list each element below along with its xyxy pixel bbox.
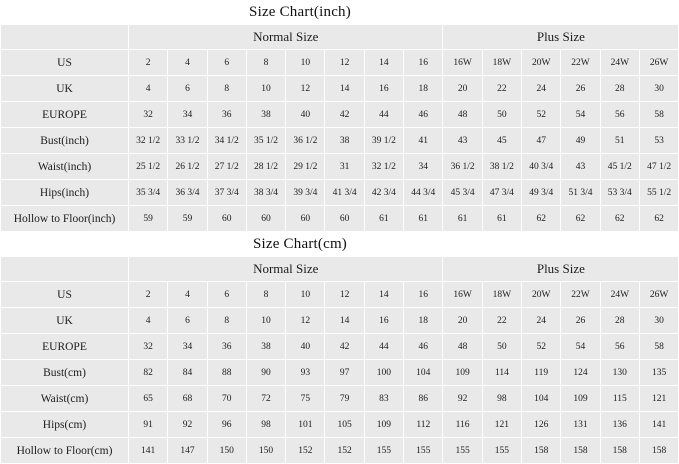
cell: 16 xyxy=(364,76,403,102)
cell: 98 xyxy=(482,386,521,412)
cell: 92 xyxy=(168,412,207,438)
cell: 14 xyxy=(325,76,364,102)
cell: 83 xyxy=(364,386,403,412)
cell: 131 xyxy=(561,412,600,438)
cell: 52 xyxy=(522,334,561,360)
cell: 121 xyxy=(482,412,521,438)
cell: 27 1/2 xyxy=(207,154,246,180)
cell: 56 xyxy=(600,102,639,128)
cell: 24 xyxy=(522,76,561,102)
cell: 82 xyxy=(129,360,168,386)
table-row xyxy=(1,438,679,464)
cell: 155 xyxy=(443,438,482,464)
group-header-plus: Plus Size xyxy=(443,25,679,50)
cell: 41 3/4 xyxy=(325,180,364,206)
cell: 47 1/2 xyxy=(639,154,678,180)
cell: 36 1/2 xyxy=(286,128,325,154)
cell: 30 xyxy=(639,308,678,334)
cell: 28 1/2 xyxy=(246,154,285,180)
cell: 114 xyxy=(482,360,521,386)
cell: 135 xyxy=(639,360,678,386)
cell: 41 xyxy=(404,128,443,154)
cell: 2 xyxy=(129,50,168,76)
cell: 121 xyxy=(639,386,678,412)
cell: 58 xyxy=(639,334,678,360)
cell: 109 xyxy=(443,360,482,386)
cell: 119 xyxy=(522,360,561,386)
cell: 12 xyxy=(286,308,325,334)
cell: 8 xyxy=(246,50,285,76)
cell: 16W xyxy=(443,282,482,308)
cell: 12 xyxy=(286,76,325,102)
cell: 18W xyxy=(482,50,521,76)
group-header-normal: Normal Size xyxy=(129,25,443,50)
cell: 44 xyxy=(364,102,403,128)
cell: 26 xyxy=(561,308,600,334)
cell: 43 xyxy=(561,154,600,180)
cell: 158 xyxy=(639,438,678,464)
cell: 86 xyxy=(404,386,443,412)
cell: 126 xyxy=(522,412,561,438)
cell: 47 3/4 xyxy=(482,180,521,206)
group-header-spacer xyxy=(1,25,129,50)
row-label-europe: EUROPE xyxy=(1,102,129,128)
cell: 32 xyxy=(129,102,168,128)
row-label-bust: Bust(cm) xyxy=(1,360,129,386)
cell: 2 xyxy=(129,282,168,308)
cell: 158 xyxy=(561,438,600,464)
row-label-hips: Hips(cm) xyxy=(1,412,129,438)
cell: 18 xyxy=(404,76,443,102)
cell: 70 xyxy=(207,386,246,412)
row-label-us: US xyxy=(1,282,129,308)
cell: 147 xyxy=(168,438,207,464)
cell: 16 xyxy=(404,50,443,76)
size-table-cm xyxy=(0,256,679,464)
cell: 26 1/2 xyxy=(168,154,207,180)
cell: 34 1/2 xyxy=(207,128,246,154)
row-label-hollow-to-floor: Hollow to Floor(cm) xyxy=(1,438,129,464)
cell: 46 xyxy=(404,334,443,360)
size-table-inch xyxy=(0,24,679,232)
cell: 158 xyxy=(522,438,561,464)
table-row xyxy=(1,76,679,102)
cell: 44 xyxy=(364,334,403,360)
cell: 155 xyxy=(404,438,443,464)
cell: 60 xyxy=(246,206,285,232)
cell: 10 xyxy=(286,50,325,76)
cell: 38 3/4 xyxy=(246,180,285,206)
cell: 61 xyxy=(443,206,482,232)
cell: 4 xyxy=(168,282,207,308)
cell: 84 xyxy=(168,360,207,386)
cell: 152 xyxy=(325,438,364,464)
cell: 52 xyxy=(522,102,561,128)
cell: 90 xyxy=(246,360,285,386)
cell: 91 xyxy=(129,412,168,438)
cell: 14 xyxy=(325,308,364,334)
table-row xyxy=(1,102,679,128)
cell: 10 xyxy=(246,308,285,334)
table-row xyxy=(1,206,679,232)
row-label-us: US xyxy=(1,50,129,76)
cell: 54 xyxy=(561,102,600,128)
cell: 28 xyxy=(600,308,639,334)
group-header-row xyxy=(1,257,679,282)
cell: 50 xyxy=(482,102,521,128)
cell: 136 xyxy=(600,412,639,438)
cell: 36 1/2 xyxy=(443,154,482,180)
cell: 6 xyxy=(207,282,246,308)
table-row xyxy=(1,386,679,412)
cell: 100 xyxy=(364,360,403,386)
cell: 47 xyxy=(522,128,561,154)
row-label-hips: Hips(inch) xyxy=(1,180,129,206)
cell: 6 xyxy=(168,76,207,102)
cell: 51 xyxy=(600,128,639,154)
cell: 65 xyxy=(129,386,168,412)
cell: 96 xyxy=(207,412,246,438)
cell: 24 xyxy=(522,308,561,334)
cell: 4 xyxy=(129,76,168,102)
cell: 26W xyxy=(639,50,678,76)
cell: 98 xyxy=(246,412,285,438)
cell: 26 xyxy=(561,76,600,102)
group-header-plus: Plus Size xyxy=(443,257,679,282)
cell: 4 xyxy=(129,308,168,334)
cell: 109 xyxy=(561,386,600,412)
cell: 22 xyxy=(482,308,521,334)
cell: 158 xyxy=(600,438,639,464)
cell: 56 xyxy=(600,334,639,360)
cell: 42 xyxy=(325,102,364,128)
cell: 18 xyxy=(404,308,443,334)
cell: 44 3/4 xyxy=(404,180,443,206)
cell: 155 xyxy=(364,438,403,464)
table-row xyxy=(1,50,679,76)
cell: 50 xyxy=(482,334,521,360)
row-label-bust: Bust(inch) xyxy=(1,128,129,154)
cell: 92 xyxy=(443,386,482,412)
cell: 62 xyxy=(561,206,600,232)
cell: 88 xyxy=(207,360,246,386)
cell: 8 xyxy=(246,282,285,308)
cell: 18W xyxy=(482,282,521,308)
cell: 16 xyxy=(364,308,403,334)
cell: 38 xyxy=(325,128,364,154)
group-header-row xyxy=(1,25,679,50)
cell: 72 xyxy=(246,386,285,412)
cell: 104 xyxy=(522,386,561,412)
cell: 152 xyxy=(286,438,325,464)
cell: 10 xyxy=(246,76,285,102)
cell: 79 xyxy=(325,386,364,412)
cell: 36 xyxy=(207,102,246,128)
cell: 32 1/2 xyxy=(364,154,403,180)
cell: 36 xyxy=(207,334,246,360)
cell: 61 xyxy=(482,206,521,232)
cell: 39 3/4 xyxy=(286,180,325,206)
cell: 155 xyxy=(482,438,521,464)
chart-title-inch: Size Chart(inch) xyxy=(0,0,600,24)
cell: 60 xyxy=(325,206,364,232)
cell: 14 xyxy=(364,282,403,308)
cell: 42 xyxy=(325,334,364,360)
cell: 61 xyxy=(404,206,443,232)
size-chart-cm xyxy=(0,232,669,464)
cell: 35 3/4 xyxy=(129,180,168,206)
cell: 24W xyxy=(600,282,639,308)
cell: 6 xyxy=(207,50,246,76)
table-row xyxy=(1,154,679,180)
cell: 54 xyxy=(561,334,600,360)
cell: 30 xyxy=(639,76,678,102)
table-row xyxy=(1,180,679,206)
cell: 55 1/2 xyxy=(639,180,678,206)
cell: 109 xyxy=(364,412,403,438)
cell: 8 xyxy=(207,76,246,102)
cell: 20W xyxy=(522,282,561,308)
chart-title-cm: Size Chart(cm) xyxy=(0,232,600,256)
table-row xyxy=(1,412,679,438)
cell: 24W xyxy=(600,50,639,76)
cell: 38 xyxy=(246,102,285,128)
cell: 25 1/2 xyxy=(129,154,168,180)
cell: 12 xyxy=(325,282,364,308)
cell: 141 xyxy=(129,438,168,464)
cell: 40 xyxy=(286,102,325,128)
table-row xyxy=(1,334,679,360)
cell: 34 xyxy=(168,334,207,360)
cell: 46 xyxy=(404,102,443,128)
table-row xyxy=(1,128,679,154)
cell: 150 xyxy=(207,438,246,464)
cell: 34 xyxy=(168,102,207,128)
cell: 39 1/2 xyxy=(364,128,403,154)
cell: 105 xyxy=(325,412,364,438)
cell: 32 xyxy=(129,334,168,360)
cell: 33 1/2 xyxy=(168,128,207,154)
cell: 37 3/4 xyxy=(207,180,246,206)
cell: 124 xyxy=(561,360,600,386)
cell: 14 xyxy=(364,50,403,76)
group-header-spacer xyxy=(1,257,129,282)
cell: 59 xyxy=(129,206,168,232)
group-header-normal: Normal Size xyxy=(129,257,443,282)
cell: 31 xyxy=(325,154,364,180)
cell: 4 xyxy=(168,50,207,76)
cell: 32 1/2 xyxy=(129,128,168,154)
size-chart-inch xyxy=(0,0,672,232)
cell: 60 xyxy=(207,206,246,232)
cell: 130 xyxy=(600,360,639,386)
cell: 53 xyxy=(639,128,678,154)
row-label-hollow-to-floor: Hollow to Floor(inch) xyxy=(1,206,129,232)
cell: 49 xyxy=(561,128,600,154)
cell: 20 xyxy=(443,76,482,102)
cell: 12 xyxy=(325,50,364,76)
cell: 45 1/2 xyxy=(600,154,639,180)
cell: 22W xyxy=(561,282,600,308)
cell: 16W xyxy=(443,50,482,76)
row-label-waist: Waist(inch) xyxy=(1,154,129,180)
cell: 16 xyxy=(404,282,443,308)
cell: 48 xyxy=(443,102,482,128)
cell: 49 3/4 xyxy=(522,180,561,206)
cell: 34 xyxy=(404,154,443,180)
cell: 36 3/4 xyxy=(168,180,207,206)
row-label-europe: EUROPE xyxy=(1,334,129,360)
cell: 10 xyxy=(286,282,325,308)
table-row xyxy=(1,360,679,386)
cell: 43 xyxy=(443,128,482,154)
cell: 22 xyxy=(482,76,521,102)
table-row xyxy=(1,308,679,334)
cell: 104 xyxy=(404,360,443,386)
cell: 22W xyxy=(561,50,600,76)
cell: 116 xyxy=(443,412,482,438)
table-row xyxy=(1,282,679,308)
cell: 62 xyxy=(639,206,678,232)
cell: 38 1/2 xyxy=(482,154,521,180)
cell: 53 3/4 xyxy=(600,180,639,206)
cell: 58 xyxy=(639,102,678,128)
cell: 97 xyxy=(325,360,364,386)
cell: 40 xyxy=(286,334,325,360)
cell: 141 xyxy=(639,412,678,438)
cell: 62 xyxy=(522,206,561,232)
row-label-uk: UK xyxy=(1,308,129,334)
cell: 93 xyxy=(286,360,325,386)
cell: 40 3/4 xyxy=(522,154,561,180)
cell: 59 xyxy=(168,206,207,232)
cell: 8 xyxy=(207,308,246,334)
cell: 45 xyxy=(482,128,521,154)
cell: 115 xyxy=(600,386,639,412)
cell: 20 xyxy=(443,308,482,334)
cell: 60 xyxy=(286,206,325,232)
cell: 6 xyxy=(168,308,207,334)
cell: 35 1/2 xyxy=(246,128,285,154)
cell: 101 xyxy=(286,412,325,438)
row-label-waist: Waist(cm) xyxy=(1,386,129,412)
cell: 28 xyxy=(600,76,639,102)
cell: 26W xyxy=(639,282,678,308)
cell: 20W xyxy=(522,50,561,76)
cell: 150 xyxy=(246,438,285,464)
cell: 42 3/4 xyxy=(364,180,403,206)
cell: 68 xyxy=(168,386,207,412)
cell: 29 1/2 xyxy=(286,154,325,180)
cell: 45 3/4 xyxy=(443,180,482,206)
cell: 38 xyxy=(246,334,285,360)
cell: 75 xyxy=(286,386,325,412)
cell: 61 xyxy=(364,206,403,232)
cell: 62 xyxy=(600,206,639,232)
cell: 48 xyxy=(443,334,482,360)
cell: 51 3/4 xyxy=(561,180,600,206)
row-label-uk: UK xyxy=(1,76,129,102)
cell: 112 xyxy=(404,412,443,438)
